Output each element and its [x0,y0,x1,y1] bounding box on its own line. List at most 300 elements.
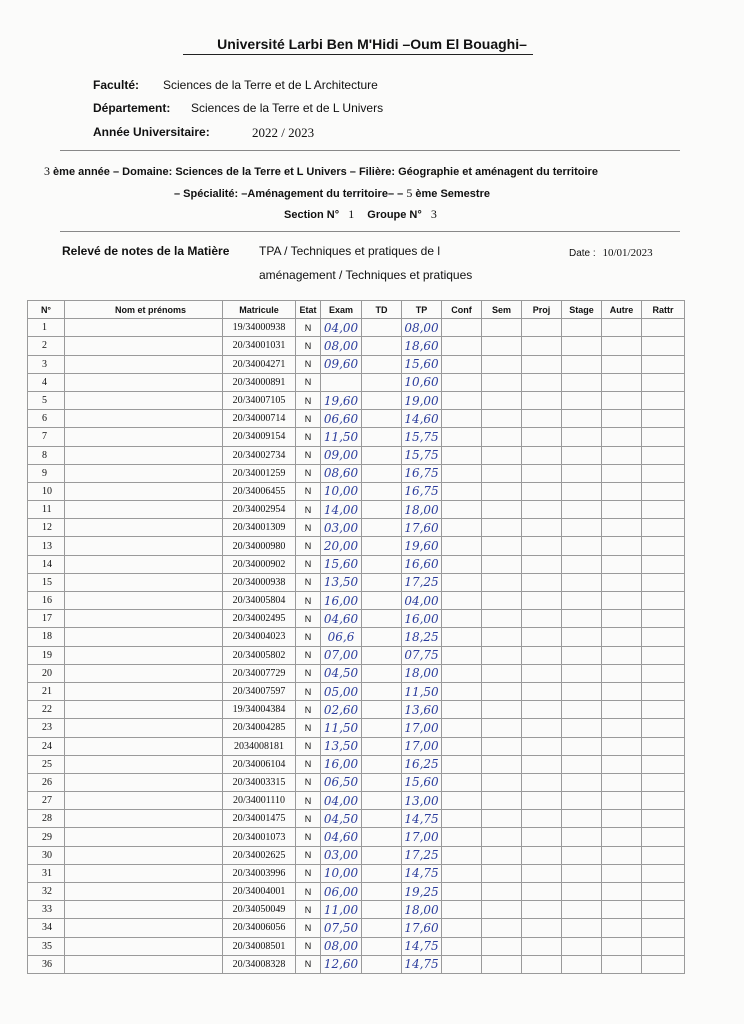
table-row [28,901,685,919]
sem-cell [482,646,522,664]
td-grade-cell [362,937,402,955]
table-row [28,737,685,755]
td-grade-cell [362,664,402,682]
matricule-cell: 20/34006056 [223,919,296,937]
sem-cell [482,319,522,337]
row-number: 27 [28,792,65,810]
etat-cell: N [296,846,321,864]
conf-cell [442,773,482,791]
tp-grade-cell: 14,75 [402,810,442,828]
td-grade-cell [362,883,402,901]
etat-cell: N [296,719,321,737]
date-value: 10/01/2023 [602,247,653,259]
etat-cell: N [296,410,321,428]
etat-cell: N [296,755,321,773]
autre-cell [602,446,642,464]
table-row [28,573,685,591]
conf-cell [442,901,482,919]
table-row [28,446,685,464]
exam-grade-cell: 04,60 [321,828,362,846]
rattr-cell [642,846,685,864]
proj-cell [522,955,562,973]
conf-cell [442,482,482,500]
date-label: Date : [569,248,596,259]
proj-cell [522,555,562,573]
etat-cell: N [296,537,321,555]
tp-grade-cell: 17,60 [402,919,442,937]
etat-cell: N [296,792,321,810]
etat-cell: N [296,391,321,409]
etat-cell: N [296,937,321,955]
matiere-line-2: aménagement / Techniques et pratiques [259,268,473,282]
row-number: 34 [28,919,65,937]
rattr-cell [642,901,685,919]
section-groupe [284,207,437,222]
exam-grade-cell: 11,50 [321,428,362,446]
matricule-cell: 20/34000938 [223,573,296,591]
conf-cell [442,501,482,519]
matricule-cell: 20/34004001 [223,883,296,901]
rattr-cell [642,610,685,628]
column-header: Matricule [223,301,296,319]
student-name-cell [65,410,223,428]
proj-cell [522,755,562,773]
sem-cell [482,846,522,864]
matricule-cell: 20/34005804 [223,592,296,610]
rattr-cell [642,937,685,955]
autre-cell [602,355,642,373]
sem-cell [482,773,522,791]
table-row [28,410,685,428]
etat-cell: N [296,573,321,591]
table-row [28,883,685,901]
student-name-cell [65,501,223,519]
td-grade-cell [362,773,402,791]
stage-cell [562,773,602,791]
student-name-cell [65,391,223,409]
table-row [28,592,685,610]
student-name-cell [65,846,223,864]
row-number: 35 [28,937,65,955]
rattr-cell [642,628,685,646]
rattr-cell [642,773,685,791]
td-grade-cell [362,792,402,810]
row-number: 4 [28,373,65,391]
td-grade-cell [362,901,402,919]
sem-cell [482,701,522,719]
autre-cell [602,610,642,628]
row-number: 33 [28,901,65,919]
proj-cell [522,682,562,700]
td-grade-cell [362,919,402,937]
exam-grade-cell: 04,50 [321,810,362,828]
column-header: Nom et prénoms [65,301,223,319]
tp-grade-cell: 14,75 [402,955,442,973]
td-grade-cell [362,355,402,373]
conf-cell [442,628,482,646]
proj-cell [522,592,562,610]
proj-cell [522,446,562,464]
sem-cell [482,628,522,646]
matricule-cell: 20/34007729 [223,664,296,682]
table-row [28,482,685,500]
tp-grade-cell: 18,60 [402,337,442,355]
stage-cell [562,828,602,846]
departement-value: Sciences de la Terre et de L Univers [191,101,384,115]
td-grade-cell [362,864,402,882]
td-grade-cell [362,610,402,628]
rattr-cell [642,592,685,610]
table-row [28,755,685,773]
proj-cell [522,901,562,919]
exam-grade-cell: 06,50 [321,773,362,791]
tp-grade-cell: 13,60 [402,701,442,719]
exam-grade-cell: 04,50 [321,664,362,682]
stage-cell [562,682,602,700]
proj-cell [522,937,562,955]
tp-grade-cell: 17,25 [402,573,442,591]
column-header: Etat [296,301,321,319]
sem-cell [482,755,522,773]
conf-cell [442,846,482,864]
autre-cell [602,719,642,737]
table-row [28,628,685,646]
proj-cell [522,846,562,864]
student-name-cell [65,755,223,773]
row-number: 23 [28,719,65,737]
conf-cell [442,519,482,537]
td-grade-cell [362,391,402,409]
sem-cell [482,864,522,882]
row-number: 25 [28,755,65,773]
tp-grade-cell: 13,00 [402,792,442,810]
proj-cell [522,828,562,846]
student-name-cell [65,701,223,719]
proj-cell [522,646,562,664]
autre-cell [602,828,642,846]
tp-grade-cell: 07,75 [402,646,442,664]
tp-grade-cell: 16,60 [402,555,442,573]
conf-cell [442,391,482,409]
autre-cell [602,737,642,755]
date-field [569,247,653,259]
sem-cell [482,537,522,555]
grades-table [27,300,685,974]
stage-cell [562,373,602,391]
matricule-cell: 20/34004285 [223,719,296,737]
row-number: 14 [28,555,65,573]
conf-cell [442,410,482,428]
row-number: 9 [28,464,65,482]
annee-value: 2022 / 2023 [252,125,315,140]
conf-cell [442,555,482,573]
student-name-cell [65,628,223,646]
proj-cell [522,355,562,373]
student-name-cell [65,773,223,791]
proj-cell [522,719,562,737]
conf-cell [442,646,482,664]
releve-label: Relevé de notes de la Matière [62,244,230,258]
exam-grade-cell: 16,00 [321,592,362,610]
row-number: 21 [28,682,65,700]
conf-cell [442,592,482,610]
td-grade-cell [362,810,402,828]
tp-grade-cell: 16,75 [402,482,442,500]
stage-cell [562,883,602,901]
stage-cell [562,355,602,373]
section-value: 1 [348,207,355,221]
matricule-cell: 20/34007597 [223,682,296,700]
semestre-number: 5 [406,186,413,200]
matricule-cell: 20/34001259 [223,464,296,482]
table-row [28,537,685,555]
sem-cell [482,446,522,464]
tp-grade-cell: 11,50 [402,682,442,700]
student-name-cell [65,810,223,828]
row-number: 10 [28,482,65,500]
sem-cell [482,810,522,828]
etat-cell: N [296,664,321,682]
column-header: TP [402,301,442,319]
stage-cell [562,664,602,682]
proj-cell [522,919,562,937]
td-grade-cell [362,337,402,355]
exam-grade-cell: 07,00 [321,646,362,664]
sem-cell [482,737,522,755]
autre-cell [602,810,642,828]
conf-cell [442,573,482,591]
sem-cell [482,464,522,482]
etat-cell: N [296,592,321,610]
matricule-cell: 20/34001309 [223,519,296,537]
conf-cell [442,955,482,973]
td-grade-cell [362,682,402,700]
row-number: 28 [28,810,65,828]
tp-grade-cell: 18,00 [402,901,442,919]
proj-cell [522,537,562,555]
stage-cell [562,501,602,519]
matricule-cell: 20/34006104 [223,755,296,773]
conf-cell [442,355,482,373]
sem-cell [482,519,522,537]
exam-grade-cell: 13,50 [321,573,362,591]
matricule-cell: 20/34003996 [223,864,296,882]
stage-cell [562,319,602,337]
row-number: 15 [28,573,65,591]
autre-cell [602,792,642,810]
sem-cell [482,955,522,973]
row-number: 11 [28,501,65,519]
exam-grade-cell: 06,6 [321,628,362,646]
tp-grade-cell: 08,00 [402,319,442,337]
tp-grade-cell: 18,00 [402,501,442,519]
autre-cell [602,391,642,409]
row-number: 30 [28,846,65,864]
table-body [28,319,685,974]
conf-cell [442,701,482,719]
autre-cell [602,755,642,773]
autre-cell [602,773,642,791]
table-row [28,519,685,537]
stage-cell [562,573,602,591]
rattr-cell [642,719,685,737]
etat-cell: N [296,610,321,628]
student-name-cell [65,592,223,610]
table-row [28,664,685,682]
tp-grade-cell: 17,00 [402,737,442,755]
table-row [28,337,685,355]
rattr-cell [642,810,685,828]
stage-cell [562,628,602,646]
matricule-cell: 20/34004271 [223,355,296,373]
proj-cell [522,410,562,428]
sem-cell [482,410,522,428]
column-header: Autre [602,301,642,319]
td-grade-cell [362,464,402,482]
matricule-cell: 19/34000938 [223,319,296,337]
proj-cell [522,628,562,646]
conf-cell [442,428,482,446]
sem-cell [482,482,522,500]
exam-grade-cell: 05,00 [321,682,362,700]
rattr-cell [642,391,685,409]
faculte-label: Faculté: [93,78,140,92]
sem-cell [482,555,522,573]
matricule-cell: 20/34009154 [223,428,296,446]
autre-cell [602,482,642,500]
row-number: 18 [28,628,65,646]
university-title: Université Larbi Ben M'Hidi –Oum El Bouaghi– [217,36,527,52]
autre-cell [602,337,642,355]
conf-cell [442,755,482,773]
autre-cell [602,592,642,610]
autre-cell [602,901,642,919]
td-grade-cell [362,319,402,337]
row-number: 29 [28,828,65,846]
stage-cell [562,701,602,719]
etat-cell: N [296,919,321,937]
matricule-cell: 20/34006455 [223,482,296,500]
row-number: 32 [28,883,65,901]
exam-grade-cell: 06,00 [321,883,362,901]
td-grade-cell [362,737,402,755]
stage-cell [562,755,602,773]
autre-cell [602,573,642,591]
exam-grade-cell: 12,60 [321,955,362,973]
row-number: 26 [28,773,65,791]
table-row [28,355,685,373]
row-number: 2 [28,337,65,355]
rattr-cell [642,355,685,373]
conf-cell [442,537,482,555]
tp-grade-cell: 10,60 [402,373,442,391]
matricule-cell: 20/34008501 [223,937,296,955]
tp-grade-cell: 15,75 [402,428,442,446]
table-row [28,792,685,810]
rattr-cell [642,828,685,846]
sem-cell [482,573,522,591]
row-number: 3 [28,355,65,373]
exam-grade-cell [321,373,362,391]
stage-cell [562,792,602,810]
etat-cell: N [296,828,321,846]
row-number: 24 [28,737,65,755]
stage-cell [562,482,602,500]
td-grade-cell [362,519,402,537]
row-number: 20 [28,664,65,682]
stage-cell [562,810,602,828]
autre-cell [602,864,642,882]
rattr-cell [642,410,685,428]
matricule-cell: 20/34002954 [223,501,296,519]
exam-grade-cell: 16,00 [321,755,362,773]
autre-cell [602,464,642,482]
proj-cell [522,482,562,500]
tp-grade-cell: 15,60 [402,355,442,373]
tp-grade-cell: 16,00 [402,610,442,628]
table-row [28,555,685,573]
column-header: Rattr [642,301,685,319]
exam-grade-cell: 03,00 [321,846,362,864]
proj-cell [522,519,562,537]
student-name-cell [65,482,223,500]
matricule-cell: 2034008181 [223,737,296,755]
title-underline [183,54,533,55]
stage-cell [562,410,602,428]
etat-cell: N [296,428,321,446]
stage-cell [562,337,602,355]
matricule-cell: 20/34002734 [223,446,296,464]
sem-cell [482,373,522,391]
matricule-cell: 20/34001110 [223,792,296,810]
student-name-cell [65,519,223,537]
rattr-cell [642,919,685,937]
proj-cell [522,464,562,482]
stage-cell [562,610,602,628]
table-row [28,955,685,973]
autre-cell [602,646,642,664]
student-name-cell [65,937,223,955]
stage-cell [562,901,602,919]
matricule-cell: 20/34007105 [223,391,296,409]
rattr-cell [642,537,685,555]
student-name-cell [65,792,223,810]
matricule-cell: 20/34001475 [223,810,296,828]
rattr-cell [642,337,685,355]
stage-cell [562,864,602,882]
student-name-cell [65,373,223,391]
exam-grade-cell: 04,00 [321,792,362,810]
conf-cell [442,446,482,464]
student-name-cell [65,428,223,446]
etat-cell: N [296,955,321,973]
column-header: TD [362,301,402,319]
td-grade-cell [362,555,402,573]
conf-cell [442,828,482,846]
student-name-cell [65,446,223,464]
td-grade-cell [362,446,402,464]
conf-cell [442,337,482,355]
conf-cell [442,682,482,700]
proj-cell [522,883,562,901]
etat-cell: N [296,501,321,519]
sem-cell [482,664,522,682]
conf-cell [442,737,482,755]
departement-label: Département: [93,101,171,115]
proj-cell [522,773,562,791]
etat-cell: N [296,737,321,755]
etat-cell: N [296,810,321,828]
